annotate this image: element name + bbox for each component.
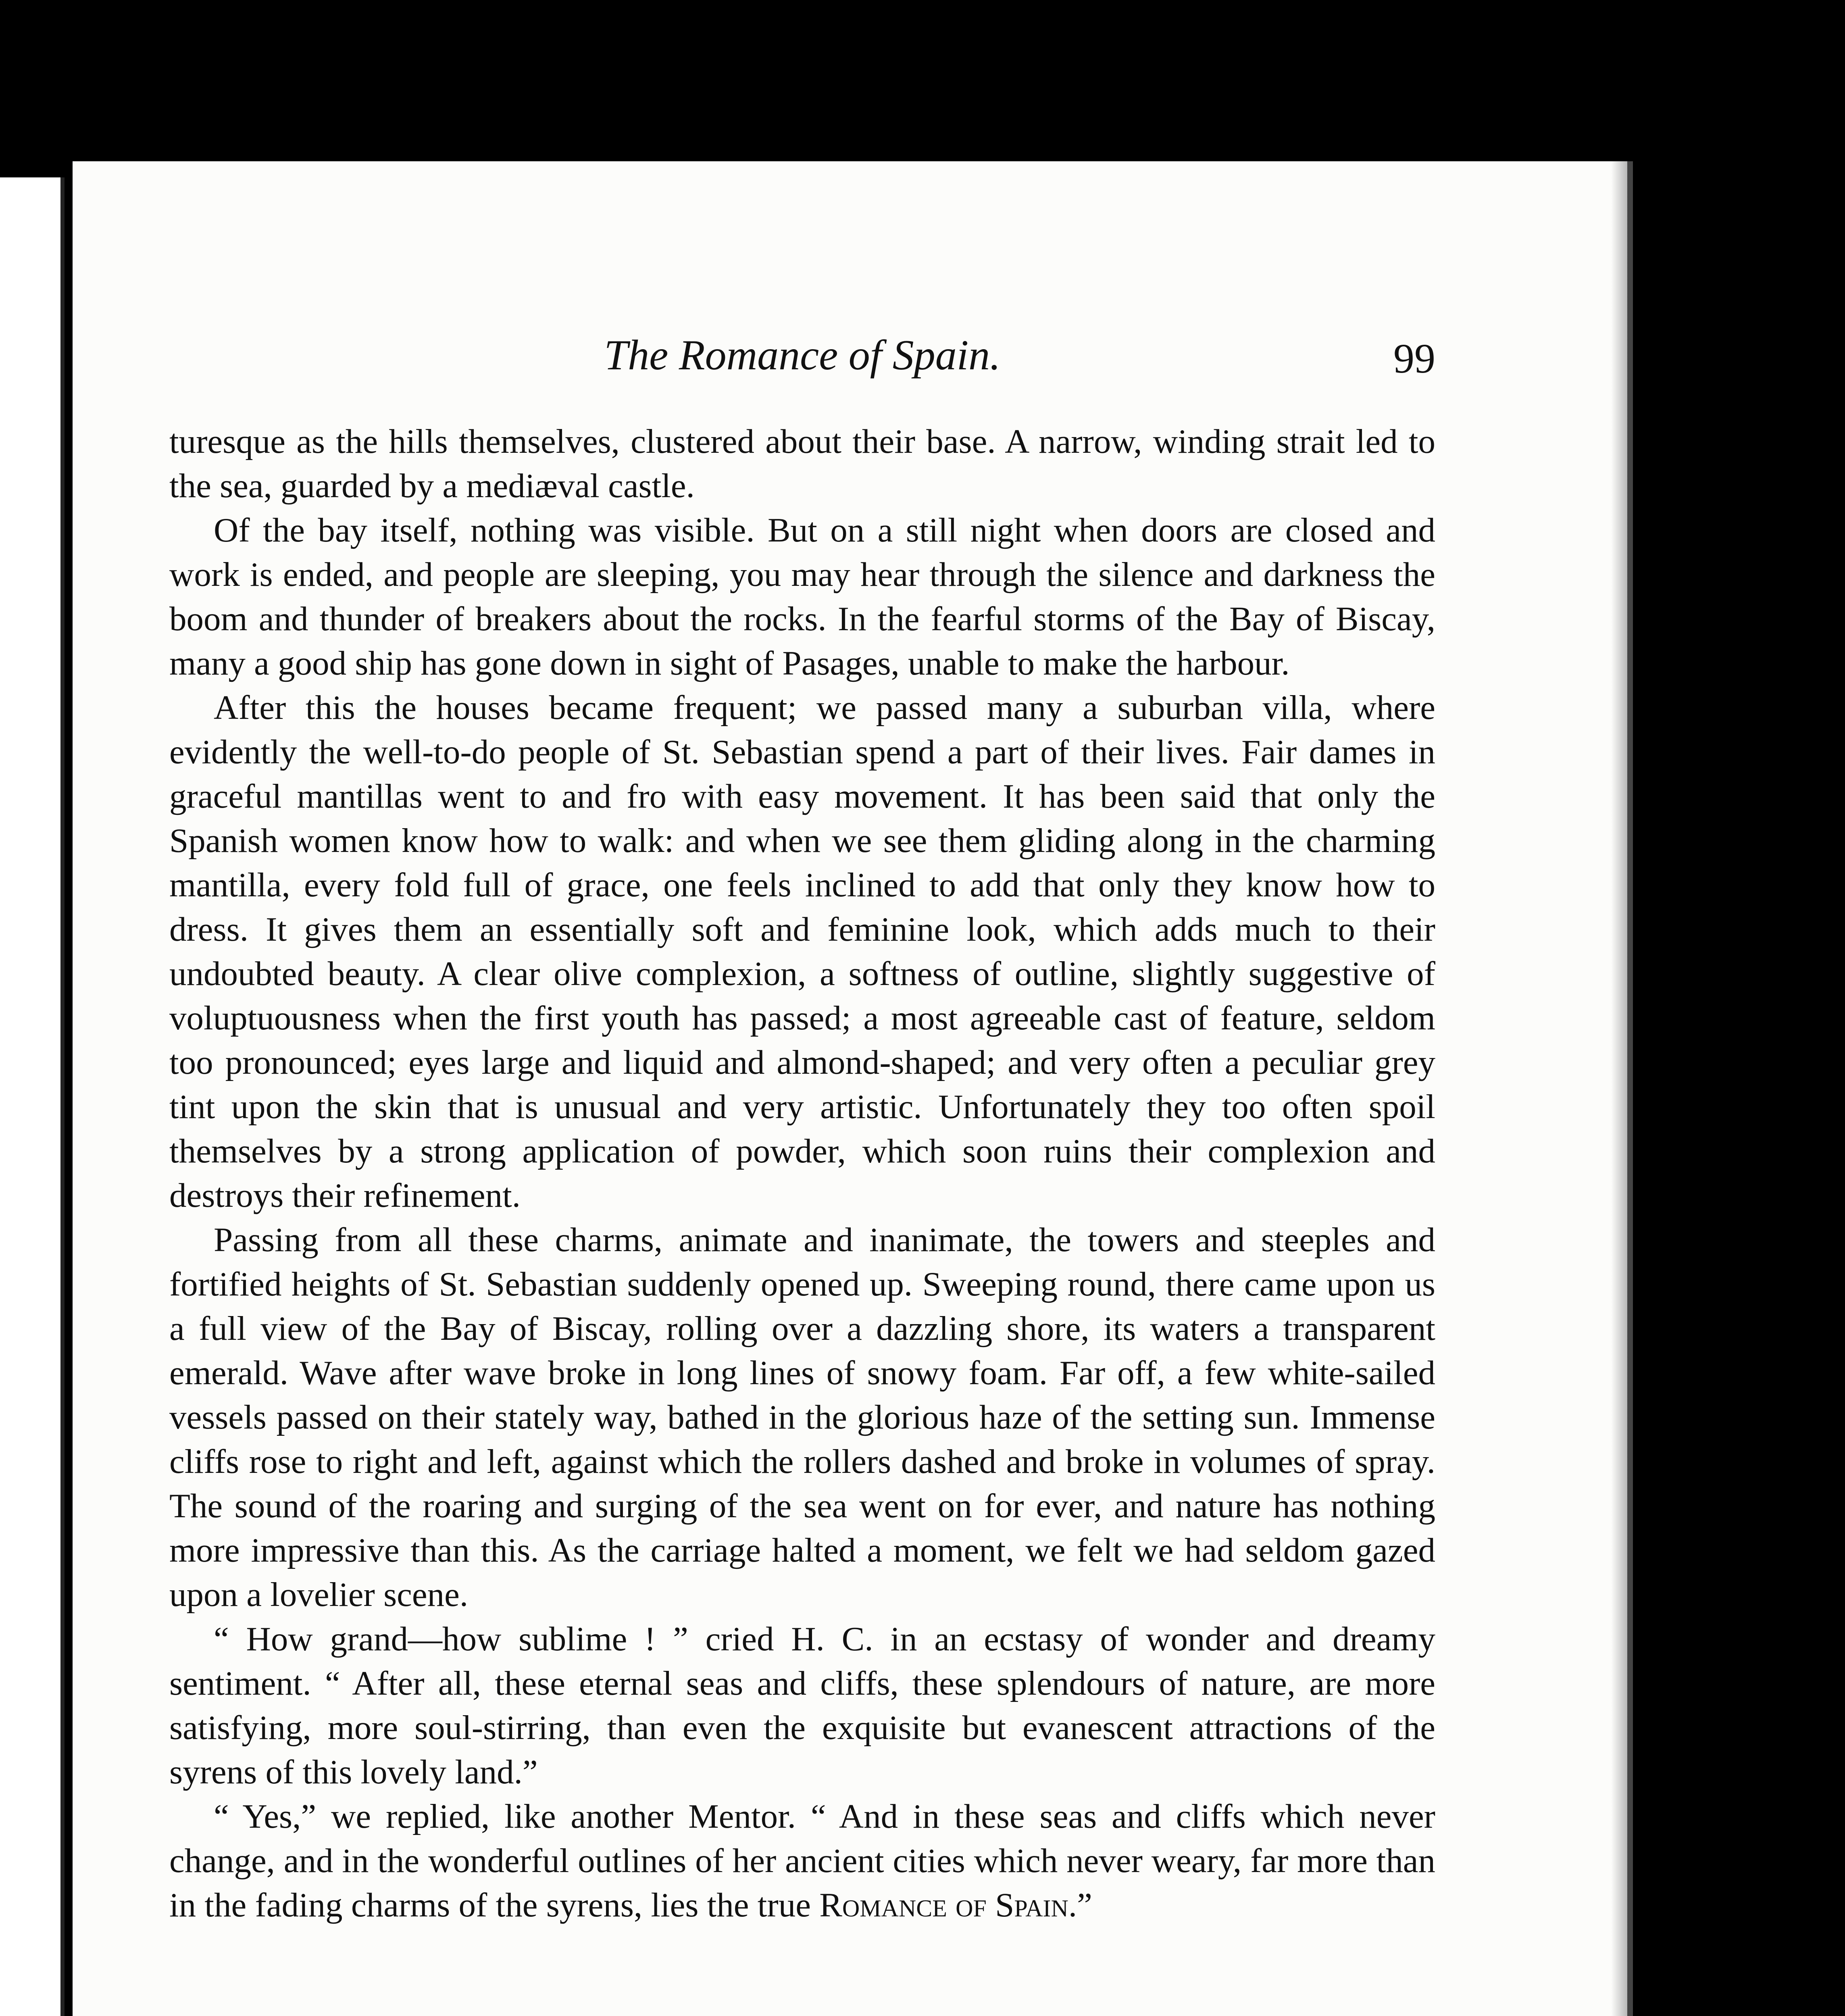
paragraph-3: After this the houses became frequent; we passed many a suburban villa, where evidently the well-to-do people of St. Sebastian spend a part of their lives. Fair dames in graceful mantillas went to and fro with easy movement. It has been said that only the Spanish women know how to walk: and when we see them gliding along in the charming mantilla, every fold full of grace, one feels inclined to add that only they know how to dress. It gives them an essentially soft and feminine look, which adds much to their undoubted beauty. A clear olive complexion, a softness of outline, slightly suggestive of voluptuousness when the first youth has passed; a most agreeable cast of feature, seldom too pronounced; eyes large and liquid and almond-shaped; and very often a peculiar grey tint upon the skin that is unusual and very artistic. Unfortunately they too often spoil themselves by a strong application of powder, which soon ruins their complexion and destroys their refinement. <box>169 689 1435 1214</box>
body-text <box>169 419 1435 1927</box>
page-header <box>169 331 1435 387</box>
paragraph-5: “ How grand—how sublime ! ” cried H. C. in an ecstasy of wonder and dreamy sentiment. “ After all, these eternal seas and cliffs, these splendours of nature, are more satisfying, more soul-stirring, than even the exquisite but evanescent attractions of the syrens of this lovely land.” <box>169 1620 1435 1791</box>
running-title: The Romance of Spain. <box>604 331 1001 379</box>
paragraph-6 <box>169 1794 1435 1927</box>
paragraph-6-text: “ Yes,” we replied, like another Mentor. “ And in these seas and cliffs which never change, and in the wonderful outlines of her ancient cities which never weary, far more than in the fading charms of the syrens, lies the true <box>169 1797 1435 1924</box>
paragraph-4: Passing from all these charms, animate and inanimate, the towers and steeples and fortified heights of St. Sebastian suddenly opened up. Sweeping round, there came upon us a full view of the Bay of Biscay, rolling over a dazzling shore, its waters a transparent emerald. Wave after wave broke in long lines of snowy foam. Far off, a few white-sailed vessels passed on their stately way, bathed in the glorious haze of the setting sun. Immense cliffs rose to right and left, against which the rollers dashed and broke in volumes of spray. The sound of the roaring and surging of the sea went on for ever, and nature has nothing more impressive than this. As the carriage halted a moment, we felt we had seldom gazed upon a lovelier scene. <box>169 1221 1435 1614</box>
left-page-edge <box>0 177 65 2016</box>
paragraph-1: turesque as the hills themselves, clustered about their base. A narrow, winding strait led to the sea, guarded by a mediæval castle. <box>169 423 1435 505</box>
paragraph-6-closing: .” <box>1068 1886 1092 1924</box>
book-title-small-caps: Romance of Spain <box>819 1886 1068 1924</box>
book-page <box>73 161 1633 2016</box>
paragraph-2: Of the bay itself, nothing was visible. But on a still night when doors are closed and work is ended, and people are sleeping, you may hear through the silence and darkness the boom and thunder of breakers about the rocks. In the fearful storms of the Bay of Biscay, many a good ship has gone down in sight of Pasages, unable to make the harbour. <box>169 511 1435 682</box>
page-number: 99 <box>1393 335 1435 382</box>
